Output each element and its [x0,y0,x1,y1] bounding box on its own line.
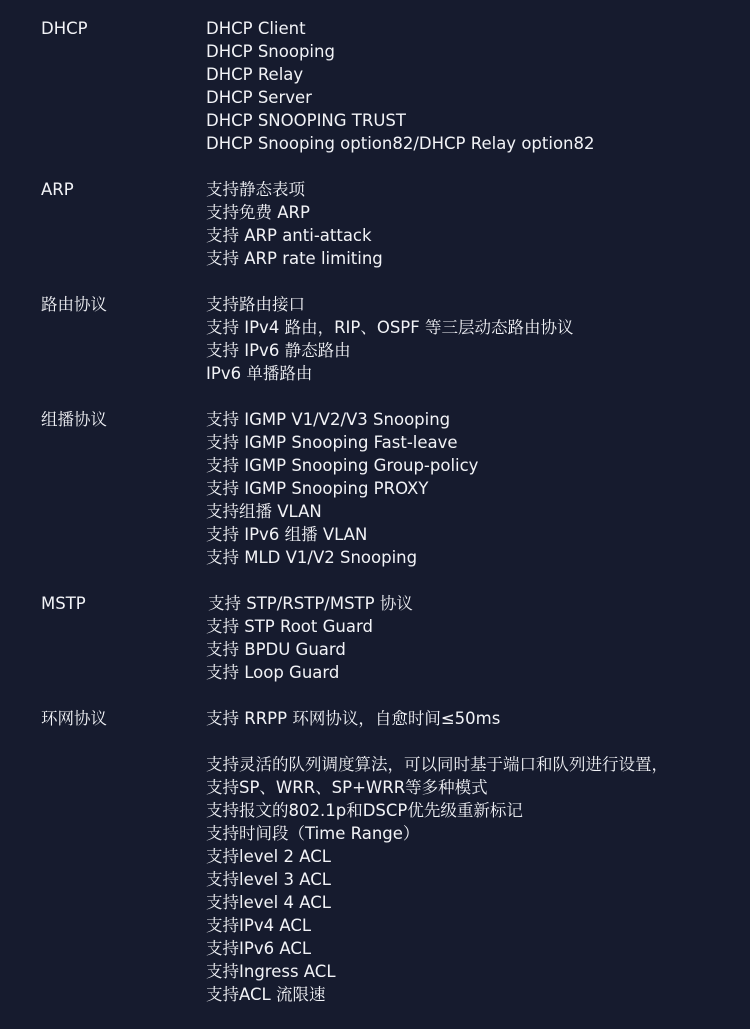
section-mstp [0,592,750,684]
feature-item: 支持 IPv4 路由，RIP、OSPF 等三层动态路由协议 [206,318,574,337]
feature-list [206,17,750,155]
feature-item: 支持 MLD V1/V2 Snooping [206,548,418,567]
feature-item: IPv6 单播路由 [206,364,313,383]
feature-item: 支持 BPDU Guard [206,640,346,659]
feature-item: DHCP SNOOPING TRUST [206,111,406,130]
category-label: MSTP [41,594,86,613]
feature-item: 支持IPv6 ACL [206,939,312,958]
feature-list [206,293,750,385]
feature-item: 支持level 2 ACL [206,847,331,866]
section-multicast [0,408,750,569]
feature-item: 支持 IGMP Snooping PROXY [206,479,429,498]
category-label: 环网协议 [41,709,107,728]
feature-item: 支持 IGMP Snooping Fast-leave [206,433,458,452]
feature-item: 支持组播 VLAN [206,502,322,521]
category-label: 组播协议 [41,410,107,429]
feature-item: 支持SP、WRR、SP+WRR等多种模式 [206,778,488,797]
category-label: 路由协议 [41,295,107,314]
feature-item: 支持 IGMP Snooping Group-policy [206,456,479,475]
section-dhcp [0,17,750,155]
feature-item: 支持IPv4 ACL [206,916,312,935]
category-label: DHCP [41,19,88,38]
feature-item: 支持 IPv6 组播 VLAN [206,525,368,544]
feature-item: 支持Ingress ACL [206,962,336,981]
feature-item: DHCP Snooping [206,42,335,61]
feature-item: 支持报文的802.1p和DSCP优先级重新标记 [206,801,523,820]
feature-item: 支持 STP Root Guard [206,617,373,636]
feature-item: DHCP Client [206,19,306,38]
feature-item: DHCP Server [206,88,312,107]
feature-item: 支持路由接口 [206,295,305,314]
feature-item: 支持 ARP anti-attack [206,226,372,245]
feature-list [206,178,750,270]
feature-item: 支持 ARP rate limiting [206,249,383,268]
section-arp [0,178,750,270]
feature-item: 支持 Loop Guard [206,663,340,682]
section-qos-acl [0,753,750,1006]
section-routing [0,293,750,385]
feature-item: 支持静态表项 [206,180,305,199]
spec-table [0,17,750,1029]
feature-item: 支持 RRPP 环网协议，自愈时间≤50ms [206,709,501,728]
section-ring-network [0,707,750,730]
feature-list [206,408,750,569]
feature-item: 支持灵活的队列调度算法，可以同时基于端口和队列进行设置， [206,755,668,774]
feature-item: 支持level 3 ACL [206,870,331,889]
feature-item: 支持时间段（Time Range） [206,824,420,843]
feature-list [206,592,750,684]
feature-item: 支持免费 ARP [206,203,310,222]
feature-item: 支持 IGMP V1/V2/V3 Snooping [206,410,451,429]
feature-list [206,753,750,1006]
feature-item: DHCP Relay [206,65,304,84]
category-label: ARP [41,180,74,199]
feature-item: 支持level 4 ACL [206,893,331,912]
feature-item: 支持 IPv6 静态路由 [206,341,351,360]
feature-item: DHCP Snooping option82/DHCP Relay option82 [206,134,595,153]
feature-item: 支持 STP/RSTP/MSTP 协议 [208,594,413,613]
feature-list [206,707,750,730]
feature-item: 支持ACL 流限速 [206,985,326,1004]
